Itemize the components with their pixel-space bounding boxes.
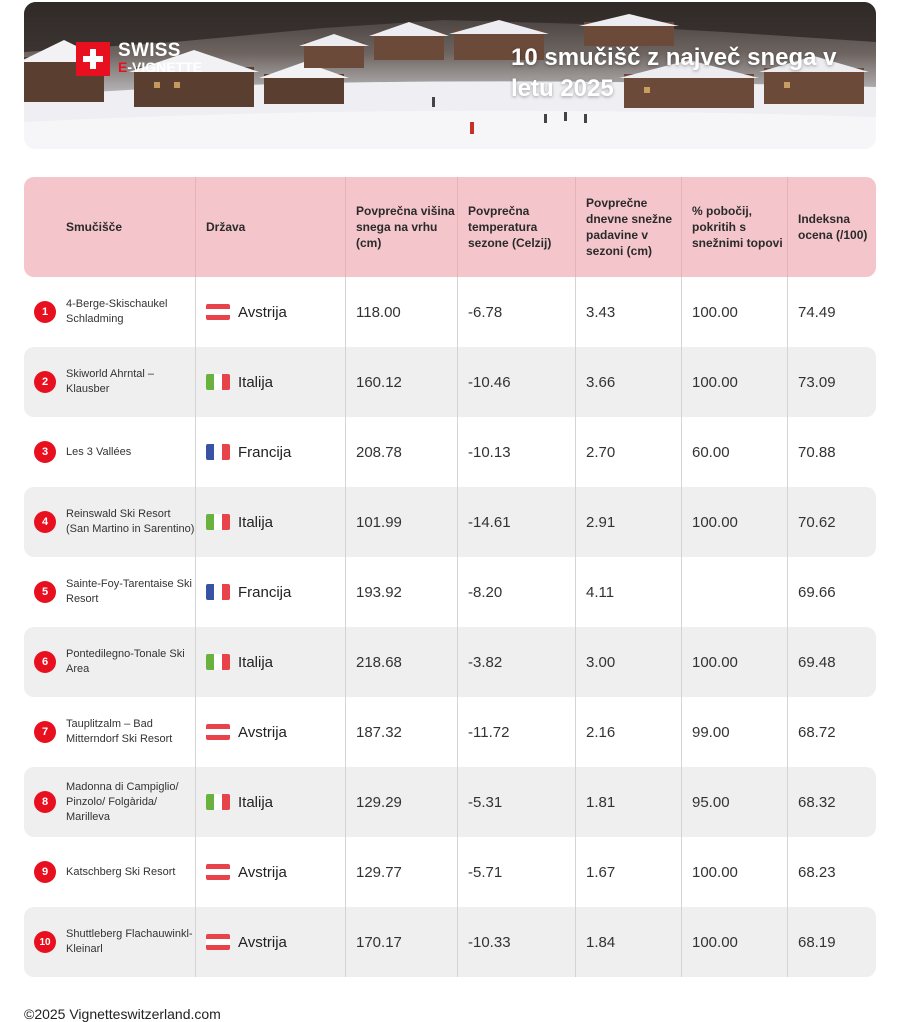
column-header-resort: Smučišče [24, 177, 196, 277]
logo-e: E [118, 59, 128, 75]
logo-text [118, 42, 202, 76]
table-row [24, 627, 876, 697]
snowmaking-cell: 100.00 [682, 907, 788, 977]
table-row [24, 837, 876, 907]
italy-flag-icon [206, 514, 230, 530]
rank-badge: 6 [34, 651, 56, 673]
index-score-cell: 70.62 [798, 513, 836, 531]
country-name: Francija [238, 583, 292, 601]
index-score-cell: 68.72 [798, 723, 836, 741]
italy-flag-icon [206, 654, 230, 670]
snowmaking-cell: 100.00 [682, 277, 788, 347]
resort-name: Les 3 Vallées [66, 445, 132, 458]
country-name: Italija [238, 653, 274, 671]
swiss-cross-icon [76, 42, 110, 76]
daily-snowfall-cell: 2.16 [576, 697, 682, 767]
column-header-snowmaking: % pobočij, pokritih s snežnimi topovi [682, 177, 788, 277]
rank-badge: 8 [34, 791, 56, 813]
resort-name: Skiworld Ahrntal – Klausber [66, 368, 155, 395]
column-header-index: Indeksna ocena (/100) [798, 212, 868, 242]
country-cell [196, 907, 346, 977]
temperature-cell: -10.33 [458, 907, 576, 977]
snow-depth-cell: 129.29 [346, 767, 458, 837]
country-cell [196, 837, 346, 907]
index-score-cell: 70.88 [798, 443, 836, 461]
resort-name: Shuttleberg Flachauwinkl- Kleinarl [66, 928, 193, 955]
temperature-cell: -11.72 [458, 697, 576, 767]
snowmaking-cell: 100.00 [682, 627, 788, 697]
daily-snowfall-cell: 3.00 [576, 627, 682, 697]
resort-cell [24, 907, 196, 977]
italy-flag-icon [206, 794, 230, 810]
table-row [24, 557, 876, 627]
temperature-cell: -5.71 [458, 837, 576, 907]
austria-flag-icon [206, 724, 230, 740]
country-name: Avstrija [238, 723, 287, 741]
swiss-e-vignette-logo[interactable] [76, 42, 202, 76]
resort-cell [24, 767, 196, 837]
resort-cell [24, 557, 196, 627]
daily-snowfall-cell: 2.91 [576, 487, 682, 557]
snow-depth-cell: 193.92 [346, 557, 458, 627]
temperature-cell: -3.82 [458, 627, 576, 697]
table-row [24, 907, 876, 977]
country-name: Avstrija [238, 933, 287, 951]
index-score-cell: 69.66 [798, 583, 836, 601]
resort-name: Katschberg Ski Resort [66, 865, 176, 878]
country-name: Italija [238, 513, 274, 531]
table-row [24, 347, 876, 417]
italy-flag-icon [206, 374, 230, 390]
snowmaking-cell: 95.00 [682, 767, 788, 837]
country-name: Avstrija [238, 303, 287, 321]
snow-depth-cell: 160.12 [346, 347, 458, 417]
country-cell [196, 557, 346, 627]
temperature-cell: -14.61 [458, 487, 576, 557]
rank-badge: 10 [34, 931, 56, 953]
snow-depth-cell: 208.78 [346, 417, 458, 487]
resort-name: Sainte-Foy-Tarentaise Ski Resort [66, 578, 192, 605]
daily-snowfall-cell: 3.66 [576, 347, 682, 417]
footer-copyright: ©2025 Vignetteswitzerland.com [24, 1006, 221, 1022]
logo-vignette: -VIGNETTE [127, 59, 203, 75]
column-header-temperature: Povprečna temperatura sezone (Celzij) [458, 177, 576, 277]
resort-name: Madonna di Campiglio/ Pinzolo/ Folgàrida/ Marilleva [66, 780, 179, 823]
snow-depth-cell: 118.00 [346, 277, 458, 347]
daily-snowfall-cell: 3.43 [576, 277, 682, 347]
country-cell [196, 487, 346, 557]
index-score-cell: 69.48 [798, 653, 836, 671]
resort-cell [24, 347, 196, 417]
snowmaking-cell: 100.00 [682, 837, 788, 907]
page-title: 10 smučišč z največ snega v letu 2025 [511, 44, 837, 102]
column-header-country: Država [196, 177, 346, 277]
snow-depth-cell: 218.68 [346, 627, 458, 697]
snow-depth-cell: 101.99 [346, 487, 458, 557]
resort-cell [24, 487, 196, 557]
country-cell [196, 277, 346, 347]
country-cell [196, 417, 346, 487]
column-header-snow-depth: Povprečna višina snega na vrhu (cm) [346, 177, 458, 277]
country-name: Avstrija [238, 863, 287, 881]
index-score-cell: 68.32 [798, 793, 836, 811]
daily-snowfall-cell: 2.70 [576, 417, 682, 487]
resort-cell [24, 627, 196, 697]
rank-badge: 4 [34, 511, 56, 533]
temperature-cell: -8.20 [458, 557, 576, 627]
index-score-cell: 74.49 [798, 303, 836, 321]
snow-depth-cell: 129.77 [346, 837, 458, 907]
index-score-cell: 68.23 [798, 863, 836, 881]
snowmaking-cell: 60.00 [682, 417, 788, 487]
daily-snowfall-cell: 4.11 [576, 557, 682, 627]
snowmaking-cell: 99.00 [682, 697, 788, 767]
header-banner [24, 2, 876, 149]
country-name: Italija [238, 373, 274, 391]
rank-badge: 3 [34, 441, 56, 463]
table-row [24, 487, 876, 557]
country-name: Italija [238, 793, 274, 811]
country-cell [196, 347, 346, 417]
column-header-daily-snowfall: Povprečne dnevne snežne padavine v sezoni (cm) [576, 177, 682, 277]
snowmaking-cell: 100.00 [682, 347, 788, 417]
rank-badge: 7 [34, 721, 56, 743]
resort-name: Pontedilegno-Tonale Ski Area [66, 648, 185, 675]
table-row [24, 277, 876, 347]
temperature-cell: -6.78 [458, 277, 576, 347]
table-body [24, 277, 876, 977]
country-cell [196, 767, 346, 837]
resort-cell [24, 697, 196, 767]
logo-line-2 [118, 59, 202, 76]
snowmaking-cell: 100.00 [682, 487, 788, 557]
temperature-cell: -10.46 [458, 347, 576, 417]
france-flag-icon [206, 584, 230, 600]
snow-depth-cell: 187.32 [346, 697, 458, 767]
table-row [24, 767, 876, 837]
austria-flag-icon [206, 304, 230, 320]
table-header [24, 177, 876, 277]
temperature-cell: -10.13 [458, 417, 576, 487]
daily-snowfall-cell: 1.81 [576, 767, 682, 837]
france-flag-icon [206, 444, 230, 460]
temperature-cell: -5.31 [458, 767, 576, 837]
country-cell [196, 697, 346, 767]
country-name: Francija [238, 443, 292, 461]
index-score-cell: 73.09 [798, 373, 836, 391]
ski-resorts-table [24, 177, 876, 977]
logo-line-1: SWISS [118, 40, 181, 61]
snowmaking-cell [682, 557, 788, 627]
daily-snowfall-cell: 1.67 [576, 837, 682, 907]
austria-flag-icon [206, 864, 230, 880]
resort-cell [24, 277, 196, 347]
rank-badge: 1 [34, 301, 56, 323]
country-cell [196, 627, 346, 697]
rank-badge: 5 [34, 581, 56, 603]
index-score-cell: 68.19 [798, 933, 836, 951]
resort-name: 4-Berge-Skischaukel Schladming [66, 298, 168, 325]
austria-flag-icon [206, 934, 230, 950]
daily-snowfall-cell: 1.84 [576, 907, 682, 977]
table-row [24, 417, 876, 487]
rank-badge: 9 [34, 861, 56, 883]
resort-cell [24, 837, 196, 907]
resort-cell [24, 417, 196, 487]
resort-name: Tauplitzalm – Bad Mitterndorf Ski Resort [66, 718, 173, 745]
table-row [24, 697, 876, 767]
snow-depth-cell: 170.17 [346, 907, 458, 977]
resort-name: Reinswald Ski Resort (San Martino in Sarentino) [66, 508, 195, 535]
rank-badge: 2 [34, 371, 56, 393]
